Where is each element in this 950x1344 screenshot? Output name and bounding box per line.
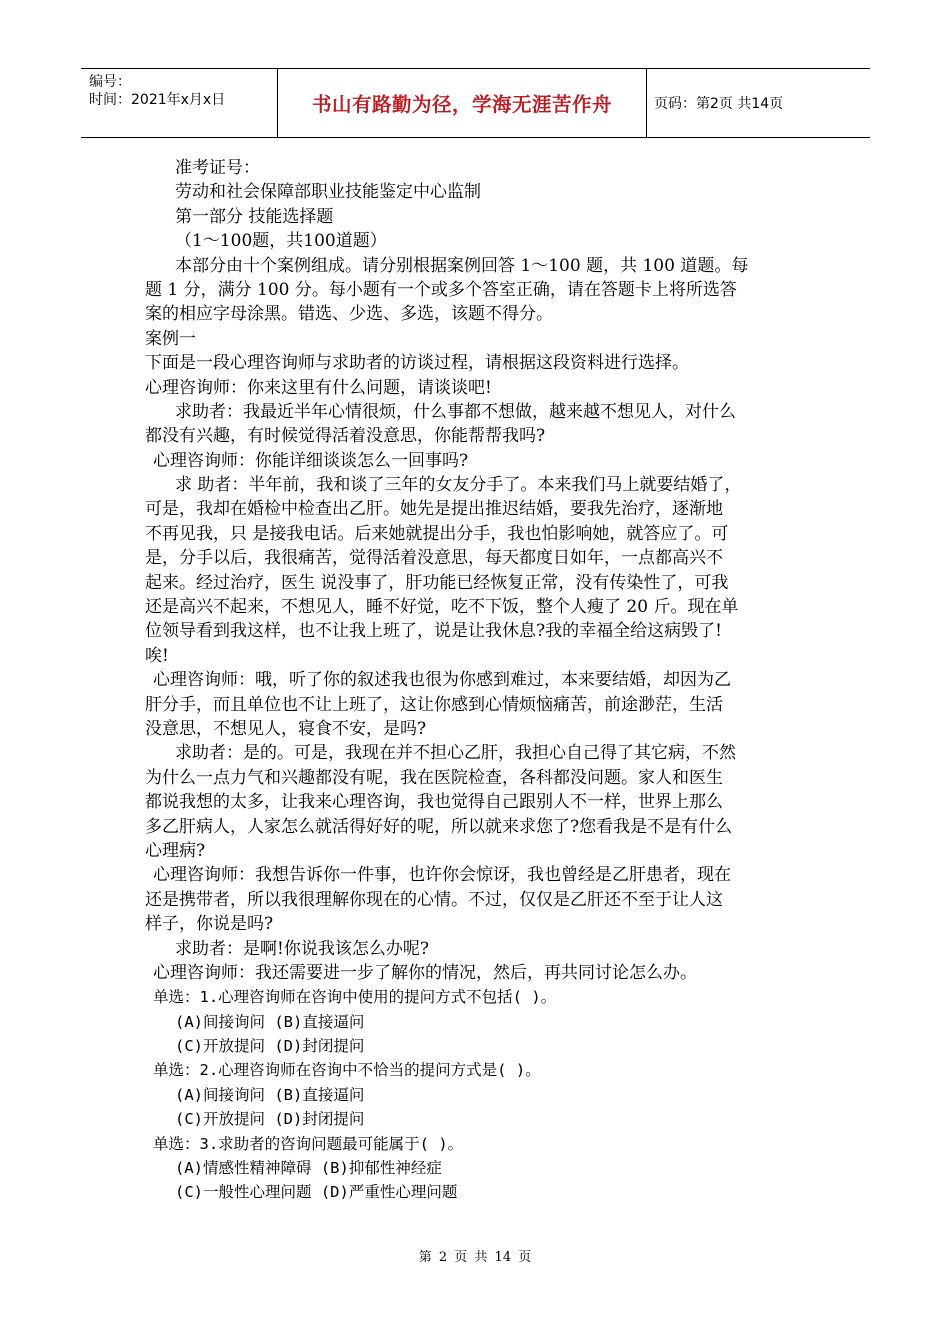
exam-id-label: 准考证号：	[175, 158, 260, 178]
dialogue-line: 还是携带者，所以我很理解你现在的心情。不过，仅仅是乙肝还不至于让人这	[145, 889, 723, 910]
dialogue-line: 位领导看到我这样，也不让我上班了，说是让我休息?我的幸福全给这病毁了!	[145, 621, 722, 642]
question-options: (A)情感性精神障碍 (B)抑郁性神经症	[175, 1159, 442, 1178]
instructions-line: 本部分由十个案例组成。请分别根据案例回答 1～100 题，共 100 道题。每	[175, 255, 749, 276]
question-stem: 单选：1.心理咨询师在咨询中使用的提问方式不包括( )。	[153, 988, 557, 1007]
question-stem: 单选：2.心理咨询师在咨询中不恰当的提问方式是( )。	[153, 1061, 541, 1080]
dialogue-line: 心理病?	[145, 840, 206, 861]
question-options: (C)一般性心理问题 (D)严重性心理问题	[175, 1183, 458, 1202]
header-meta	[81, 69, 278, 137]
instructions-line: 案的相应字母涂黑。错选、少选、多选，该题不得分。	[145, 304, 553, 325]
dialogue-line: 都说我想的太多，让我来心理咨询，我也觉得自己跟别人不一样，世界上那么	[145, 792, 723, 813]
page-footer: 第 2 页 共 14 页	[418, 1250, 532, 1265]
document-body	[145, 156, 805, 1205]
dialogue-line: 可是，我却在婚检中检查出乙肝。她先是提出推迟结婚，要我先治疗，逐渐地	[145, 499, 723, 520]
dialogue-line: 不再见我，只 是接我电话。后来她就提出分手，我也怕影响她，就答应了。可	[145, 523, 729, 544]
section-range: （1～100题，共100道题）	[175, 231, 387, 252]
dialogue-line: 求助者：我最近半年心情很烦，什么事都不想做，越来越不想见人，对什么	[175, 401, 736, 422]
dialogue-line: 求助者：是啊!你说我该怎么办呢?	[175, 938, 429, 959]
case-title: 案例一	[145, 328, 196, 349]
question-options: (C)开放提问 (D)封闭提问	[175, 1110, 365, 1129]
instructions-line: 题 1 分，满分 100 分。每小题有一个或多个答室正确，请在答题卡上将所选答	[145, 279, 737, 300]
section-title: 第一部分 技能选择题	[175, 206, 334, 227]
dialogue-line: 肝分手，而且单位也不让上班了，这让你感到心情烦恼痛苦，前途渺茫，生活	[145, 694, 723, 715]
header-motto: 书山有路勤为径，学海无涯苦作舟	[278, 69, 647, 137]
number-label: 编号：	[89, 74, 131, 90]
dialogue-line: 求助者：是的。可是，我现在并不担心乙肝，我担心自己得了其它病，不然	[175, 743, 736, 764]
dialogue-line: 起来。经过治疗，医生 说没事了，肝功能已经恢复正常，没有传染性了，可我	[145, 572, 729, 593]
dialogue-line: 求 助者：半年前，我和谈了三年的女友分手了。本来我们马上就要结婚了，	[175, 475, 742, 496]
dialogue-line: 心理咨询师：我想告诉你一件事，也许你会惊讶，我也曾经是乙肝患者，现在	[153, 865, 731, 886]
dialogue-line: 为什么一点力气和兴趣都没有呢，我在医院检查，各科都没问题。家人和医生	[145, 767, 723, 788]
time-label: 时间：2021年x月x日	[89, 92, 226, 108]
case-intro: 下面是一段心理咨询师与求助者的访谈过程，请根据这段资料进行选择。	[145, 353, 689, 374]
dialogue-line: 都没有兴趣，有时候觉得活着没意思，你能帮帮我吗?	[145, 426, 546, 447]
issuer-line: 劳动和社会保障部职业技能鉴定中心监制	[175, 182, 481, 203]
question-stem: 单选：3.求助者的咨询问题最可能属于( )。	[153, 1134, 464, 1153]
dialogue-line: 心理咨询师：哦，听了你的叙述我也很为你感到难过，本来要结婚，却因为乙	[153, 670, 731, 691]
header-page-label: 页码：第2页 共14页	[654, 96, 784, 112]
dialogue-line: 心理咨询师：我还需要进一步了解你的情况，然后，再共同讨论怎么办。	[153, 962, 697, 983]
dialogue-line: 样子，你说是吗?	[145, 914, 274, 935]
dialogue-line: 是，分手以后，我很痛苦，觉得活着没意思，每天都度日如年，一点都高兴不	[145, 548, 723, 569]
dialogue-line: 心理咨询师：你来这里有什么问题，请谈谈吧!	[145, 377, 492, 398]
dialogue-line: 唉!	[145, 645, 169, 666]
question-options: (A)间接询问 (B)直接逼问	[175, 1012, 365, 1031]
dialogue-line: 没意思，不想见人，寝食不安，是吗?	[145, 718, 427, 739]
dialogue-line: 心理咨询师：你能详细谈谈怎么一回事吗?	[153, 450, 469, 471]
dialogue-line: 多乙肝病人，人家怎么就活得好好的呢，所以就来求您了?您看我是不是有什么	[145, 816, 733, 837]
header-table	[81, 68, 870, 138]
question-options: (A)间接询问 (B)直接逼问	[175, 1085, 365, 1104]
question-options: (C)开放提问 (D)封闭提问	[175, 1037, 365, 1056]
dialogue-line: 还是高兴不起来，不想见人，睡不好觉，吃不下饭，整个人瘦了 20 斤。现在单	[145, 597, 739, 618]
